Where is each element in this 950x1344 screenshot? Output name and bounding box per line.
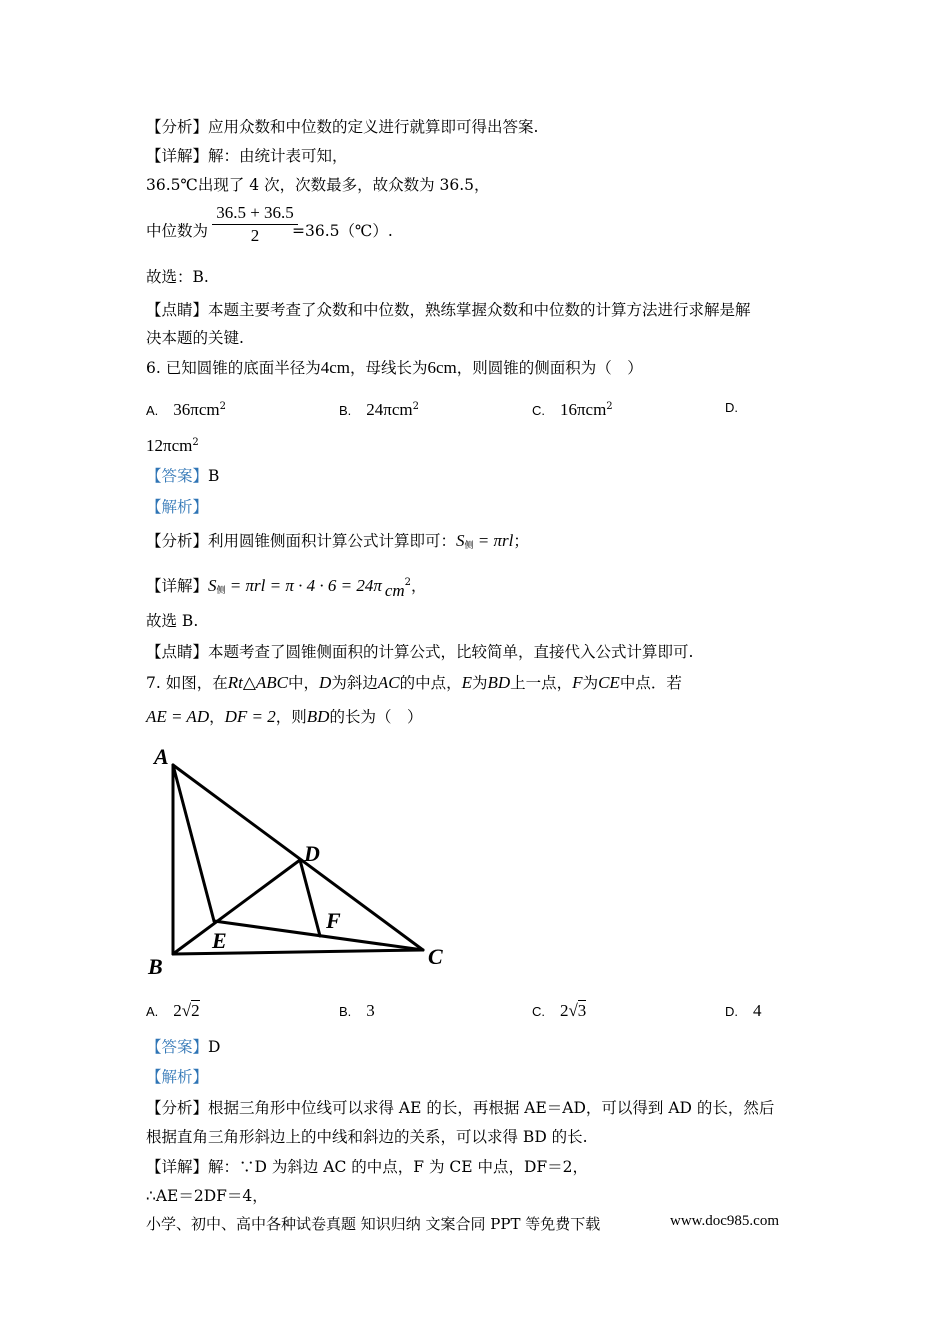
q6-answer-value: B: [208, 467, 220, 485]
q7-d: D: [319, 673, 332, 692]
q6-option-d-sup: 2: [192, 437, 199, 448]
q7-answer-tag: 【答案】: [146, 1038, 209, 1056]
q5-median-fraction: [212, 204, 298, 245]
q6-detail-unit: cm: [384, 581, 405, 601]
q6-answer: [146, 466, 219, 486]
q7-detail-2: ∴AE＝2DF＝4，: [146, 1187, 268, 1205]
q6-option-d-value: 12πcm: [146, 436, 193, 456]
q7-stem-f: 上一点，: [510, 674, 573, 692]
q7-ac: AC: [377, 673, 400, 692]
q6-option-b-value: 24πcm: [366, 400, 413, 420]
q7-option-a-label: A.: [146, 1004, 159, 1019]
label-e: E: [212, 928, 227, 953]
q5-fraction-denominator: 2: [250, 226, 260, 245]
q6-option-d-label-wrap: [725, 396, 738, 419]
q6-detail-sub: 侧: [216, 586, 226, 597]
q7-stem-h: 中点．若: [619, 674, 682, 692]
q6-option-c: [532, 396, 613, 422]
q5-comment-2: 决本题的关键.: [146, 329, 244, 347]
q6-stem-part-b: ，母线长为: [350, 359, 428, 377]
q7-rt-abc: Rt△ABC: [227, 673, 289, 692]
q5-analysis: 【分析】应用众数和中位数的定义进行就算即可得出答案.: [146, 118, 539, 136]
q5-comment-1: 【点睛】本题主要考查了众数和中位数，熟练掌握众数和中位数的计算方法进行求解是解: [146, 301, 751, 319]
q6-comment: 【点睛】本题考查了圆锥侧面积的计算公式，比较简单，直接代入公式计算即可.: [146, 643, 694, 661]
q6-formula-semicolon: ；: [513, 532, 529, 550]
q7-option-c-label: C.: [532, 1004, 545, 1019]
q7-stem-d: 的中点，: [399, 674, 462, 692]
q7-df2: DF = 2: [224, 707, 276, 726]
label-d: D: [304, 841, 320, 866]
q6-detail-text: 【详解】: [146, 577, 209, 596]
q6-option-a-value: 36πcm: [173, 400, 220, 420]
footer-url[interactable]: www.doc985.com: [670, 1213, 780, 1229]
q7-option-b-value: 3: [366, 1001, 375, 1020]
q6-option-c-value: 16πcm: [559, 400, 607, 420]
q5-choose: 故选：B.: [146, 268, 209, 286]
segment-bc: [173, 950, 423, 954]
q7-option-d-value: 4: [752, 1001, 762, 1020]
q7-stem-e: 为: [471, 674, 488, 692]
q7-option-b-label: B.: [339, 1004, 352, 1019]
q7-answer-value: D: [208, 1038, 221, 1056]
q6-analysis-text: 【分析】利用圆锥侧面积计算公式计算即可：: [146, 532, 457, 550]
q6-option-c-label: C.: [532, 403, 545, 419]
q7-option-a-radical: √: [181, 1001, 192, 1020]
q7-option-c: [532, 1000, 586, 1023]
q7-stem-g: 为: [582, 674, 599, 692]
label-b: B: [148, 954, 163, 979]
q6-option-a-label: A.: [146, 403, 159, 419]
q6-detail-formula: = πrl = π · 4 · 6 = 24π: [225, 576, 382, 596]
q7-jiexi: 【解析】: [146, 1068, 209, 1086]
q5-median-prefix: 中位数为: [146, 222, 209, 240]
q7-stem-b: 中，: [288, 674, 320, 692]
q6-stem-part-c: ，则圆锥的侧面积为（ ）: [456, 359, 643, 377]
q5-fraction-numerator: 36.5 + 36.5: [216, 203, 294, 222]
q7-option-d: [725, 1000, 761, 1023]
q6-stem: [146, 358, 643, 378]
q6-option-a-sup: 2: [219, 401, 226, 412]
q6-formula-sub: 侧: [464, 541, 474, 551]
q6-option-d: [146, 432, 199, 457]
label-f: F: [326, 908, 341, 933]
q7-ce: CE: [598, 673, 620, 692]
q6-option-d-label: D.: [725, 400, 738, 415]
q7-stem-1: [146, 673, 682, 693]
q7-option-b: [339, 1000, 375, 1023]
q6-slant: 6cm: [427, 358, 457, 377]
q7-detail-1: 【详解】解：∵D 为斜边 AC 的中点，F 为 CE 中点，DF＝2，: [146, 1158, 589, 1176]
q7-option-c-radical: √: [568, 1001, 578, 1020]
q7-bd2: BD: [306, 707, 330, 726]
q7-answer: [146, 1037, 220, 1057]
q6-detail-s: S: [208, 576, 217, 596]
q7-stem2-b: ，则: [275, 708, 307, 726]
label-c: C: [428, 944, 443, 969]
q7-analysis-1: 【分析】根据三角形中位线可以求得 AE 的长，再根据 AE＝AD，可以得到 AD 的长，然后: [146, 1099, 775, 1117]
q5-mode-line: 36.5℃出现了 4 次，次数最多，故众数为 36.5，: [146, 176, 490, 194]
q7-stem2-a: ，: [209, 708, 225, 726]
q5-detail: 【详解】解：由统计表可知，: [146, 147, 348, 165]
q6-answer-tag: 【答案】: [146, 467, 209, 485]
q6-option-b-sup: 2: [412, 401, 419, 412]
q7-f: F: [572, 673, 583, 692]
q6-analysis: [146, 531, 529, 556]
q6-option-c-sup: 2: [606, 401, 613, 412]
q7-option-d-label: D.: [725, 1004, 738, 1019]
q6-detail-comma: ，: [411, 577, 427, 596]
q7-option-c-coef: 2: [559, 1001, 569, 1020]
q6-choose: 故选 B.: [146, 612, 199, 630]
q7-stem-2: [146, 707, 422, 727]
q6-detail: [146, 573, 427, 601]
q7-option-a-coef: 2: [173, 1001, 182, 1020]
q6-formula-s: S: [456, 531, 465, 550]
page-footer: [146, 1213, 780, 1234]
q7-analysis-2: 根据直角三角形斜边上的中线和斜边的关系，可以求得 BD 的长.: [146, 1128, 588, 1146]
q7-triangle-figure: [140, 738, 460, 983]
q6-stem-part-a: 6. 已知圆锥的底面半径为: [146, 359, 321, 377]
q7-option-c-radicand: 3: [577, 1001, 587, 1020]
q6-formula-rhs: = πrl: [473, 531, 514, 550]
segment-ae: [173, 765, 214, 921]
q6-radius: 4cm: [320, 358, 350, 377]
label-a: A: [154, 744, 169, 769]
q6-option-b: [339, 396, 419, 422]
segment-bd: [173, 860, 300, 954]
q7-ae-ad: AE = AD: [146, 707, 210, 726]
q6-option-a: [146, 396, 226, 422]
q7-stem-c: 为斜边: [331, 674, 378, 692]
q7-stem2-c: 的长为（ ）: [329, 708, 423, 726]
q5-fraction-bar: [212, 224, 298, 225]
q7-stem-a: 7. 如图，在: [146, 674, 228, 692]
q6-option-b-label: B.: [339, 403, 352, 419]
q6-jiexi: 【解析】: [146, 498, 209, 516]
q7-e: E: [461, 673, 472, 692]
q7-bd: BD: [487, 673, 511, 692]
q6-detail-unit-sup: 2: [404, 577, 412, 588]
q7-option-a-radicand: 2: [191, 1001, 200, 1020]
footer-text: 小学、初中、高中各种试卷真题 知识归纳 文案合同 PPT 等免费下载: [146, 1215, 601, 1233]
q5-median-suffix: =36.5（℃）.: [292, 222, 393, 240]
q7-option-a: [146, 1000, 200, 1023]
segment-ac: [173, 765, 423, 950]
